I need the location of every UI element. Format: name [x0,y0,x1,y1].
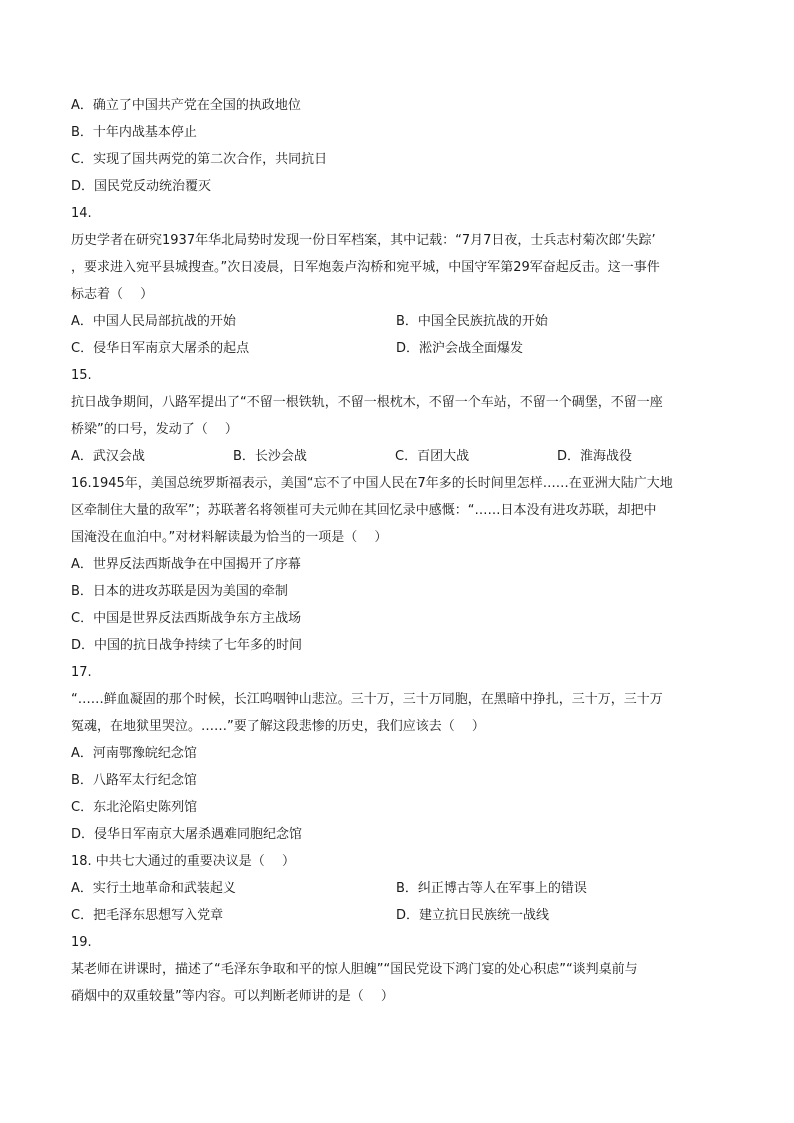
question-17 [71,659,724,848]
question-number: 14. [71,206,92,221]
option-16-d: D．中国的抗日战争持续了七年多的时间 [71,638,303,653]
options-row [71,875,724,902]
option-14-a: A．中国人民局部抗战的开始 [71,314,236,329]
question-stem-line: 历史学者在研究1937年华北局势时发现一份日军档案，其中记载：“7月7日夜，士兵志村菊次郎‘失踪’ [71,233,656,248]
option-15-d: D．淮海战役 [557,449,633,464]
option-13-a: A．确立了中国共产党在全国的执政地位 [71,98,301,113]
question-15 [71,362,724,470]
question-stem-line: 硝烟中的双重较量”等内容。可以判断老师讲的是（ ） [71,989,394,1004]
question-stem-line: ，要求进入宛平县城搜查。”次日凌晨，日军炮轰卢沟桥和宛平城，中国守军第29军奋起反击。这一事件 [71,260,660,275]
question-16 [71,470,724,659]
options-row [71,443,724,470]
option-17-d: D．侵华日军南京大屠杀遇难同胞纪念馆 [71,827,303,842]
options-row [71,308,724,335]
question-number: 15. [71,368,92,383]
options-row [71,902,724,929]
question-18 [71,848,724,929]
question-stem-line: 冤魂，在地狱里哭泣。……”要了解这段悲惨的历史，我们应该去（ ） [71,719,485,734]
question-stem-line: 某老师在讲课时，描述了“毛泽东争取和平的惊人胆魄”“国民党设下鸿门宴的处心积虑”“谈判桌前与 [71,962,638,977]
option-14-c: C．侵华日军南京大屠杀的起点 [71,341,250,356]
option-15-a: A．武汉会战 [71,449,145,464]
question-number: 17. [71,665,92,680]
question-stem-line: 18. 中共七大通过的重要决议是（ ） [71,854,295,869]
option-16-b: B．日本的进攻苏联是因为美国的牵制 [71,584,288,599]
option-14-d: D．淞沪会战全面爆发 [396,341,524,356]
option-17-c: C．东北沦陷史陈列馆 [71,800,198,815]
question-stem-line: 桥梁”的口号，发动了（ ） [71,422,238,437]
question-stem-line: “……鲜血凝固的那个时候，长江呜咽钟山悲泣。三十万，三十万同胞，在黑暗中挣扎，三十万，三十万 [71,692,663,707]
option-17-b: B．八路军太行纪念馆 [71,773,197,788]
option-17-a: A．河南鄂豫皖纪念馆 [71,746,197,761]
option-13-c: C．实现了国共两党的第二次合作，共同抗日 [71,152,328,167]
option-13-b: B．十年内战基本停止 [71,125,197,140]
option-16-a: A．世界反法西斯战争在中国揭开了序幕 [71,557,301,572]
option-14-b: B．中国全民族抗战的开始 [396,314,548,329]
option-15-c: C．百团大战 [395,449,470,464]
option-18-b: B．纠正博古等人在军事上的错误 [396,881,587,896]
question-stem-line: 16.1945年，美国总统罗斯福表示，美国“忘不了中国人民在7年多的长时间里怎样……在亚洲大陆广大地 [71,476,673,491]
question-number: 19. [71,935,92,950]
question-stem-line: 国淹没在血泊中。”对材料解读最为恰当的一项是（ ） [71,530,388,545]
options-row [71,335,724,362]
question-stem-line: 区牵制住大量的敌军”；苏联著名将领崔可夫元帅在其回忆录中感慨：“……日本没有进攻苏联，却把中 [71,503,657,518]
option-15-b: B．长沙会战 [233,449,307,464]
question-13-options [71,92,724,200]
option-16-c: C．中国是世界反法西斯战争东方主战场 [71,611,302,626]
question-19 [71,929,724,1010]
option-18-d: D．建立抗日民族统一战线 [396,908,550,923]
option-18-c: C．把毛泽东思想写入党章 [71,908,224,923]
question-stem-line: 标志着（ ） [71,287,154,302]
option-13-d: D．国民党反动统治覆灭 [71,179,212,194]
option-18-a: A．实行土地革命和武装起义 [71,881,236,896]
question-14 [71,200,724,362]
question-stem-line: 抗日战争期间，八路军提出了“不留一根铁轨，不留一根枕木，不留一个车站，不留一个碉堡，不留一座 [71,395,663,410]
